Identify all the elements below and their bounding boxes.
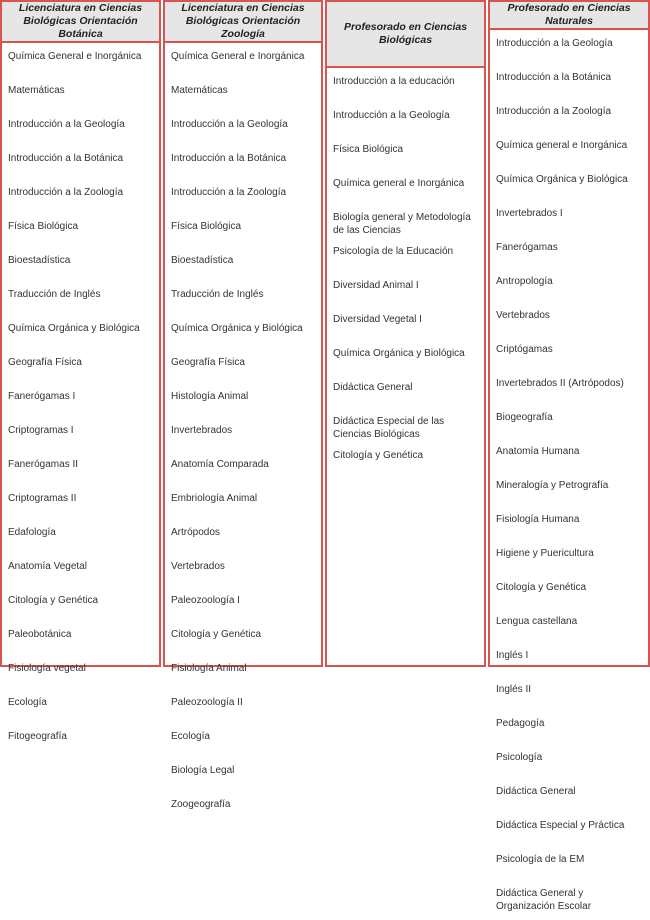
subject-item: Química General e Inorgánica: [171, 51, 305, 62]
subject-item: Física Biológica: [8, 221, 79, 232]
subject-item: Embriología Animal: [171, 493, 258, 504]
subject-item: Fanerógamas: [496, 242, 558, 253]
subject-item: Química General e Inorgánica: [8, 51, 142, 62]
subject-item: Psicología: [496, 752, 543, 763]
subject-item: Paleobotánica: [8, 629, 72, 640]
subject-item: Geografía Física: [8, 357, 82, 368]
column-body: [165, 43, 321, 831]
column-body: [327, 68, 484, 482]
subject-item: Matemáticas: [171, 85, 228, 96]
column-prof-biologicas: [325, 0, 486, 667]
subject-item: Psicología de la Educación: [333, 246, 454, 257]
subject-item: Didáctica Especial de las Ciencias Biológicas: [333, 416, 445, 440]
column-header: Profesorado en Ciencias Biológicas: [327, 2, 484, 68]
subject-item: Lengua castellana: [496, 616, 578, 627]
subject-item: Introducción a la educación: [333, 76, 455, 87]
subject-item: Vertebrados: [171, 561, 225, 572]
subject-item: Criptógamas: [496, 344, 553, 355]
subject-item: Introducción a la Botánica: [171, 153, 287, 164]
subject-item: Invertebrados II (Artrópodos): [496, 378, 624, 389]
subject-item: Química Orgánica y Biológica: [333, 348, 465, 359]
subject-item: Paleozoología I: [171, 595, 240, 606]
subject-item: Ecología: [8, 697, 47, 708]
subject-item: Artrópodos: [171, 527, 220, 538]
subject-item: Edafología: [8, 527, 56, 538]
subject-item: Biología general y Metodología de las Ciencias: [333, 212, 471, 236]
subject-item: Diversidad Vegetal I: [333, 314, 422, 325]
subject-item: Mineralogía y Petrografía: [496, 480, 609, 491]
subject-item: Higiene y Puericultura: [496, 548, 594, 559]
subject-item: Química Orgánica y Biológica: [8, 323, 140, 334]
subject-item: Matemáticas: [8, 85, 65, 96]
subject-item: Citología y Genética: [333, 450, 424, 461]
subject-item: Psicología de la EM: [496, 854, 585, 865]
subject-item: Física Biológica: [171, 221, 242, 232]
subject-item: Introducción a la Botánica: [496, 72, 612, 83]
subject-item: Introducción a la Zoología: [171, 187, 287, 198]
subject-item: Citología y Genética: [496, 582, 587, 593]
subject-item: Introducción a la Geología: [171, 119, 288, 130]
column-lic-zoologia: [163, 0, 323, 810]
subject-item: Inglés II: [496, 684, 532, 695]
subject-item: Introducción a la Zoología: [8, 187, 124, 198]
column-body: [2, 43, 159, 763]
subject-item: Diversidad Animal I: [333, 280, 419, 291]
subject-item: Anatomía Vegetal: [8, 561, 87, 572]
column-prof-naturales: [488, 0, 650, 912]
subject-item: Fisiología vegetal: [8, 663, 86, 674]
subject-item: Introducción a la Geología: [333, 110, 450, 121]
subject-item: Biogeografía: [496, 412, 553, 423]
column-header: Licenciatura en Ciencias Biológicas Orientación Botánica: [2, 2, 159, 43]
subject-item: Zoogeografía: [171, 799, 231, 810]
subject-item: Criptogramas I: [8, 425, 74, 436]
subject-item: Química general e Inorgánica: [333, 178, 465, 189]
subject-item: Traducción de Inglés: [8, 289, 101, 300]
subject-item: Bioestadística: [171, 255, 234, 266]
subject-item: Pedagogía: [496, 718, 545, 729]
subject-item: Bioestadística: [8, 255, 71, 266]
subject-item: Química general e Inorgánica: [496, 140, 628, 151]
subject-item: Histología Animal: [171, 391, 249, 402]
subject-item: Didáctica General: [496, 786, 576, 797]
subject-item: Invertebrados: [171, 425, 233, 436]
subject-item: Fisiología Humana: [496, 514, 580, 525]
subject-item: Introducción a la Geología: [8, 119, 125, 130]
subject-item: Fanerógamas II: [8, 459, 79, 470]
subject-item: Traducción de Inglés: [171, 289, 264, 300]
subject-item: Introducción a la Botánica: [8, 153, 124, 164]
subject-item: Didáctica Especial y Práctica: [496, 820, 625, 831]
column-header: Profesorado en Ciencias Naturales: [490, 2, 648, 30]
subject-item: Introducción a la Zoología: [496, 106, 612, 117]
subject-item: Vertebrados: [496, 310, 550, 321]
subject-item: Didáctica General y Organización Escolar: [496, 888, 592, 912]
subject-item: Anatomía Humana: [496, 446, 580, 457]
subject-item: Citología y Genética: [8, 595, 99, 606]
subject-item: Química Orgánica y Biológica: [171, 323, 303, 334]
subject-item: Antropología: [496, 276, 553, 287]
subject-item: Invertebrados I: [496, 208, 563, 219]
subject-item: Biología Legal: [171, 765, 235, 776]
subject-item: Introducción a la Geología: [496, 38, 613, 49]
subject-item: Fitogeografía: [8, 731, 67, 742]
subject-item: Física Biológica: [333, 144, 404, 155]
column-lic-botanica: [0, 0, 161, 742]
subject-item: Química Orgánica y Biológica: [496, 174, 628, 185]
subject-item: Fanerógamas I: [8, 391, 76, 402]
column-body: [490, 30, 648, 920]
subject-item: Citología y Genética: [171, 629, 262, 640]
subject-item: Fisiología Animal: [171, 663, 247, 674]
subject-item: Ecología: [171, 731, 210, 742]
subject-item: Anatomía Comparada: [171, 459, 269, 470]
subject-item: Geografía Física: [171, 357, 245, 368]
subject-item: Didáctica General: [333, 382, 413, 393]
column-header: Licenciatura en Ciencias Biológicas Orientación Zoología: [165, 2, 321, 43]
subject-item: Paleozoología II: [171, 697, 243, 708]
subject-item: Criptogramas II: [8, 493, 77, 504]
subject-item: Inglés I: [496, 650, 529, 661]
